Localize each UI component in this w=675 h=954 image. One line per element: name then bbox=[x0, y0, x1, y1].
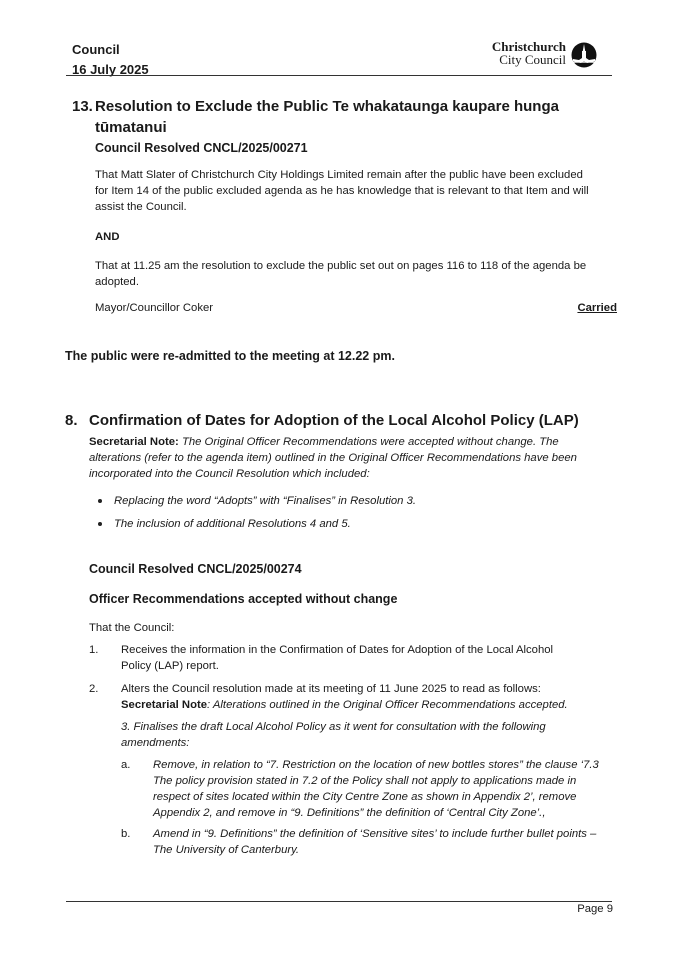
secretarial-note bbox=[89, 434, 619, 482]
logo-text-line1: Christchurch bbox=[491, 39, 566, 54]
meeting-date: 16 July 2025 bbox=[72, 62, 149, 77]
item-2-note-text: : Alterations outlined in the Original Officer Recommendations accepted. bbox=[207, 699, 568, 711]
text-line: Amend in “9. Definitions” the definition of ‘Sensitive sites’ to include further bullet points – bbox=[153, 828, 597, 840]
header-meeting-info bbox=[72, 40, 149, 80]
list-item-text: The inclusion of additional Resolutions 4 and 5. bbox=[114, 518, 351, 530]
clause-3-text bbox=[121, 719, 621, 751]
text-line: incorporated into the Council Resolution which included: bbox=[89, 468, 370, 480]
page-number: Page 9 bbox=[577, 903, 613, 915]
section-13-title-line1: Resolution to Exclude the Public Te whakataunga kaupare hunga bbox=[95, 98, 559, 115]
header-divider bbox=[66, 75, 612, 76]
text-line: Remove, in relation to “7. Restriction on the location of new bottles stores” the clause ‘7.3 bbox=[153, 759, 599, 771]
text-line: That at 11.25 am the resolution to exclude the public set out on pages 116 to 118 of the agenda be bbox=[95, 260, 587, 272]
text-line: The policy provision stated in 7.2 of the Policy shall not apply to applications made in bbox=[153, 775, 577, 787]
subitem-b-letter: b. bbox=[121, 828, 131, 840]
item-2-text bbox=[121, 681, 621, 713]
text-line: 3. Finalises the draft Local Alcohol Policy as it went for consultation with the following bbox=[121, 721, 546, 733]
text-line: Policy (LAP) report. bbox=[121, 660, 219, 672]
text-line: The Original Officer Recommendations were accepted without change. The bbox=[181, 436, 559, 448]
subitem-a-letter: a. bbox=[121, 759, 131, 771]
list-item bbox=[98, 493, 598, 509]
section-13-number: 13. bbox=[72, 98, 93, 115]
public-readmitted-note: The public were re-admitted to the meeting at 12.22 pm. bbox=[65, 349, 395, 363]
text-line: for Item 14 of the public excluded agenda as he has knowledge that is relevant to that Item and will bbox=[95, 185, 589, 197]
cathedral-emblem-icon bbox=[570, 42, 598, 68]
section-8-title: Confirmation of Dates for Adoption of the Local Alcohol Policy (LAP) bbox=[89, 412, 579, 429]
text-line: adopted. bbox=[95, 276, 139, 288]
logo-text-line2: City Council bbox=[499, 52, 566, 67]
mover-seconder: Mayor/Councillor Coker bbox=[95, 302, 214, 314]
section-13-title-line2: tūmatanui bbox=[95, 119, 167, 136]
footer-divider bbox=[66, 901, 612, 902]
text-line: alterations (refer to the agenda item) outlined in the Original Officer Recommendations have been bbox=[89, 452, 577, 464]
section-8-number: 8. bbox=[65, 412, 78, 429]
text-line: That Matt Slater of Christchurch City Holdings Limited remain after the public have been excluded bbox=[95, 169, 583, 181]
council-logo bbox=[480, 40, 600, 70]
text-line: Appendix 2, and remove in “9. Definitions” the definition of ‘Central City Zone’., bbox=[153, 807, 546, 819]
section-13-paragraph-1 bbox=[95, 167, 620, 215]
text-line: Receives the information in the Confirmation of Dates for Adoption of the Local Alcohol bbox=[121, 644, 554, 656]
section-13-paragraph-2 bbox=[95, 258, 620, 290]
meeting-name: Council bbox=[72, 42, 120, 57]
and-label: AND bbox=[95, 231, 120, 243]
subitem-a-text bbox=[153, 757, 623, 821]
text-line: assist the Council. bbox=[95, 201, 187, 213]
list-item bbox=[98, 516, 598, 532]
text-line: respect of sites located within the City Centre Zone as shown in Appendix 2’, remove bbox=[153, 791, 577, 803]
section-13-resolution-number: Council Resolved CNCL/2025/00271 bbox=[95, 141, 308, 155]
resolution-intro: That the Council: bbox=[89, 622, 175, 634]
section-13-title bbox=[95, 96, 615, 138]
text-line: The University of Canterbury. bbox=[153, 844, 300, 856]
section-8-resolution-number: Council Resolved CNCL/2025/00274 bbox=[89, 562, 302, 576]
item-1-number: 1. bbox=[89, 644, 99, 656]
secretarial-note-label: Secretarial Note: bbox=[89, 436, 179, 448]
note-bullet-list bbox=[98, 493, 598, 532]
item-1-text bbox=[121, 642, 621, 674]
bullet-icon bbox=[98, 499, 102, 503]
text-line: amendments: bbox=[121, 737, 190, 749]
list-item-text: Replacing the word “Adopts” with “Finalises” in Resolution 3. bbox=[114, 495, 417, 507]
item-2-number: 2. bbox=[89, 683, 99, 695]
text-line: Alters the Council resolution made at its meeting of 11 June 2025 to read as follows: bbox=[121, 683, 541, 695]
item-2-note-label: Secretarial Note bbox=[121, 699, 208, 711]
subitem-b-text bbox=[153, 826, 623, 858]
bullet-icon bbox=[98, 522, 102, 526]
outcome-carried: Carried bbox=[577, 302, 617, 314]
officer-recommendations-heading: Officer Recommendations accepted without change bbox=[89, 592, 398, 606]
